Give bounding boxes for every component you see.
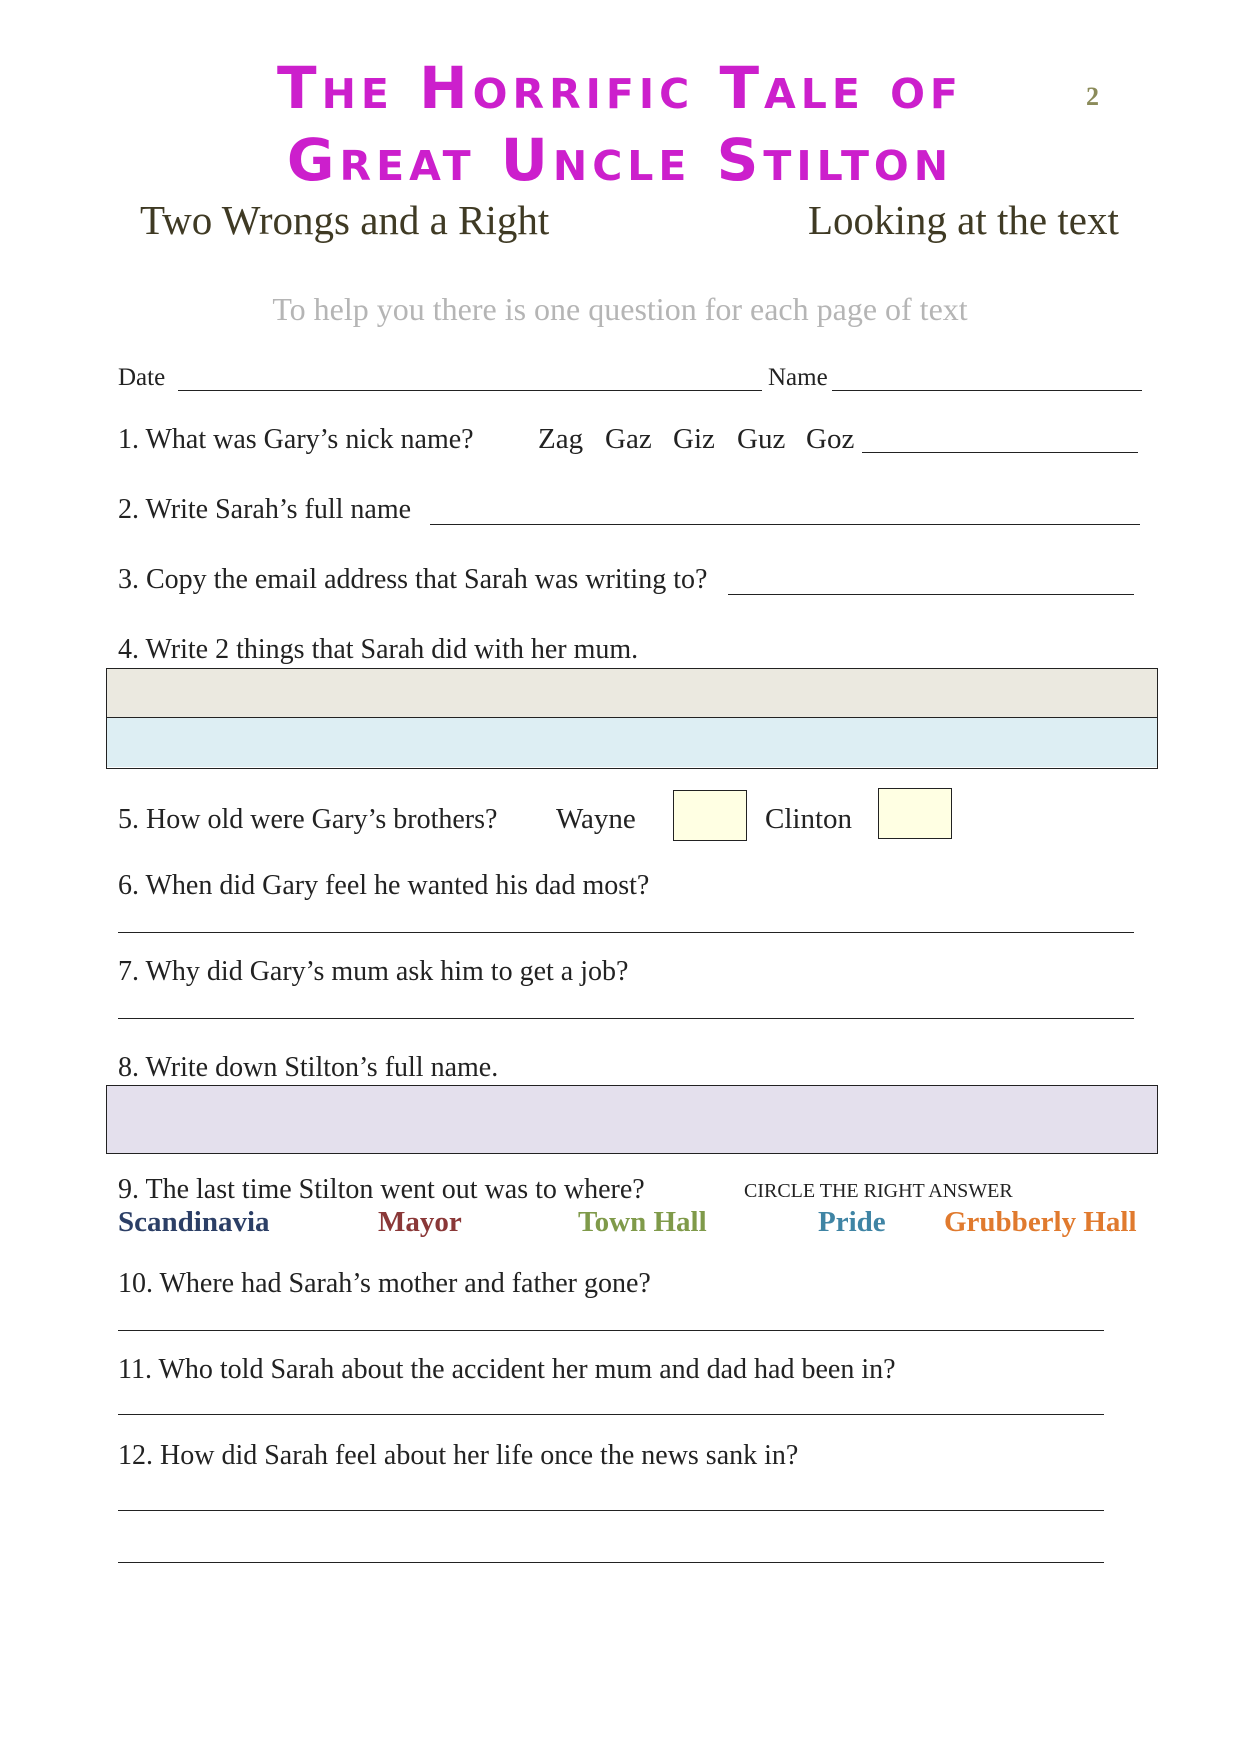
question-3: 3. Copy the email address that Sarah was writing to? <box>118 564 708 595</box>
q1-answer-line[interactable] <box>862 452 1138 453</box>
question-2: 2. Write Sarah’s full name <box>118 494 412 525</box>
q8-answer-box[interactable] <box>106 1085 1158 1154</box>
title-line-2: Great Uncle Stilton <box>286 126 954 194</box>
q12-answer-line-1[interactable] <box>118 1510 1104 1511</box>
q5-clinton-age-box[interactable] <box>878 788 952 839</box>
q1-option-zag[interactable]: Zag <box>538 423 584 455</box>
q4-answer-field-2[interactable] <box>107 718 1157 767</box>
question-11: 11. Who told Sarah about the accident her mum and dad had been in? <box>118 1354 896 1385</box>
page-number: 2 <box>1086 82 1099 111</box>
name-field[interactable] <box>832 390 1142 391</box>
subtitle-right: Looking at the text <box>808 197 1119 243</box>
q4-answer-field-1[interactable] <box>107 669 1157 718</box>
question-12: 12. How did Sarah feel about her life once the news sank in? <box>118 1440 799 1471</box>
question-9: 9. The last time Stilton went out was to where? <box>118 1174 645 1205</box>
q9-answer-pride[interactable]: Pride <box>818 1206 886 1238</box>
question-7: 7. Why did Gary’s mum ask him to get a job? <box>118 956 629 987</box>
date-field[interactable] <box>178 390 762 391</box>
q11-answer-line[interactable] <box>118 1414 1104 1415</box>
question-1: 1. What was Gary’s nick name? <box>118 424 474 455</box>
q9-instruction: CIRCLE THE RIGHT ANSWER <box>744 1180 1013 1202</box>
q9-answer-grubberly-hall[interactable]: Grubberly Hall <box>944 1206 1137 1238</box>
question-8: 8. Write down Stilton’s full name. <box>118 1052 499 1083</box>
q1-option-gaz[interactable]: Gaz <box>605 423 652 455</box>
q3-answer-line[interactable] <box>728 594 1134 595</box>
q5-wayne-age-box[interactable] <box>673 790 747 841</box>
date-label: Date <box>118 364 166 391</box>
hint-text: To help you there is one question for each page of text <box>272 291 968 327</box>
question-6: 6. When did Gary feel he wanted his dad most? <box>118 870 650 901</box>
question-5: 5. How old were Gary’s brothers? <box>118 804 498 835</box>
q2-answer-line[interactable] <box>430 524 1140 525</box>
q9-answer-scandinavia[interactable]: Scandinavia <box>118 1206 270 1238</box>
question-10: 10. Where had Sarah’s mother and father gone? <box>118 1268 651 1299</box>
subtitle-left: Two Wrongs and a Right <box>140 197 550 243</box>
q6-answer-line[interactable] <box>118 932 1134 933</box>
q1-option-guz[interactable]: Guz <box>737 423 786 455</box>
title-line-1: The Horrific Tale of <box>277 54 963 122</box>
q1-option-giz[interactable]: Giz <box>673 423 715 455</box>
q12-answer-line-2[interactable] <box>118 1562 1104 1563</box>
name-label: Name <box>768 364 828 391</box>
q9-answer-town-hall[interactable]: Town Hall <box>578 1206 707 1238</box>
q9-answer-mayor[interactable]: Mayor <box>378 1206 462 1238</box>
question-4: 4. Write 2 things that Sarah did with her mum. <box>118 634 639 665</box>
q7-answer-line[interactable] <box>118 1018 1134 1019</box>
q10-answer-line[interactable] <box>118 1330 1104 1331</box>
q5-clinton-label: Clinton <box>765 803 853 835</box>
q1-option-goz[interactable]: Goz <box>806 423 855 455</box>
q5-wayne-label: Wayne <box>556 803 636 835</box>
q4-answer-box <box>106 668 1158 769</box>
